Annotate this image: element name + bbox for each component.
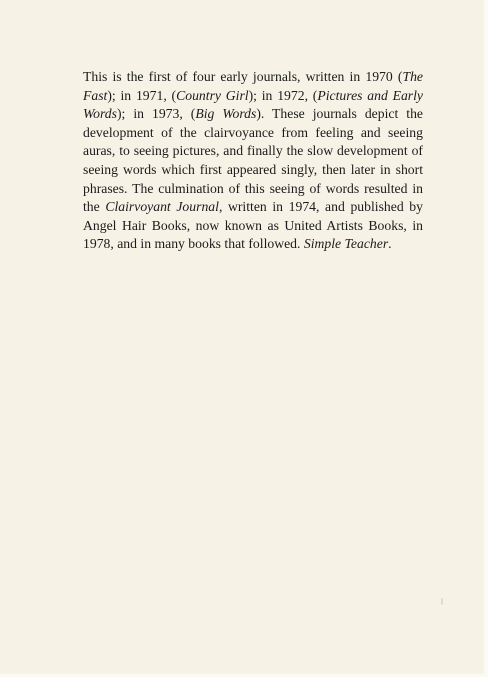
- text-run: .: [388, 236, 392, 252]
- text-run: , written in 1974, and published by Angel Hair Books, now known as United Artists Books, in 1978, and in many books that followed.: [83, 199, 423, 252]
- page-edge-right: [484, 0, 488, 677]
- title-the-fast: The Fast: [83, 69, 423, 103]
- body-paragraph: [83, 68, 423, 254]
- paragraph-text: [83, 68, 423, 254]
- text-run: ); in 1973, (: [116, 106, 196, 122]
- title-country-girl: Country Girl: [176, 87, 249, 103]
- text-run: This is the first of four early journals, written in 1970 (: [83, 69, 403, 84]
- text-run: ); in 1971, (: [107, 87, 177, 103]
- text-run: ); in 1972, (: [248, 87, 318, 103]
- text-run: ). These journals depict the development of the clairvoyance from feeling and seeing auras, to seeing pictures, and finally the slow development of seeing words which first appeared singly, then later in short phrases. The culmination of this seeing of words resulted in the: [83, 106, 423, 215]
- title-clairvoyant-journal: Clairvoyant Journal: [105, 199, 219, 215]
- paper-speck: [441, 598, 443, 605]
- title-big-words: Big Words: [195, 106, 257, 122]
- title-simple-teacher: Simple Teacher: [303, 236, 389, 252]
- title-pictures-and-early-words: Pictures and Early Words: [83, 87, 423, 122]
